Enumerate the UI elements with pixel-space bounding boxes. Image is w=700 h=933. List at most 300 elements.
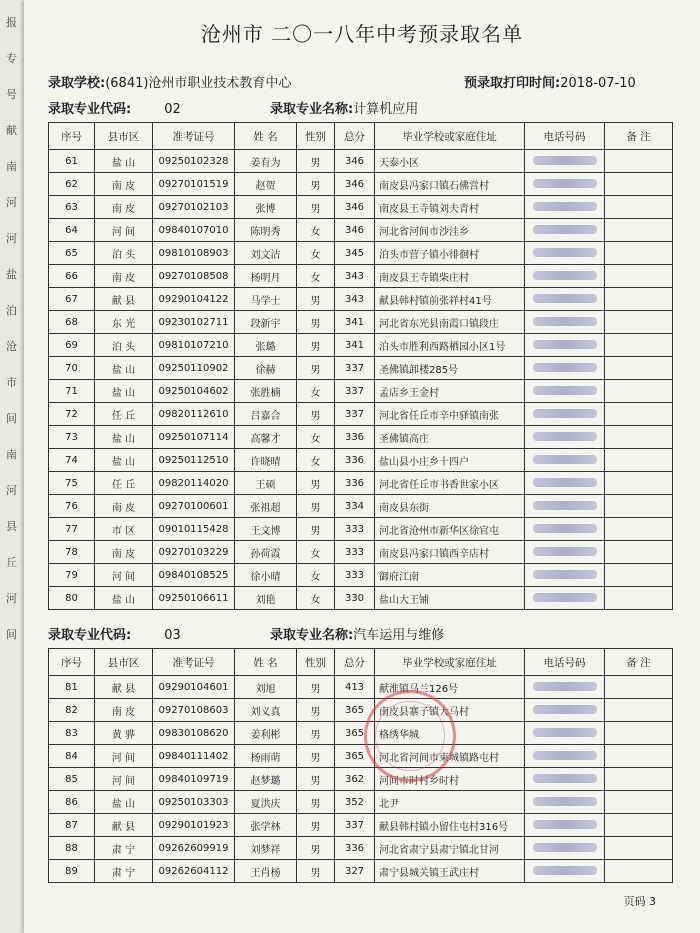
col-score: 413 bbox=[335, 676, 375, 699]
col-gender: 女 bbox=[297, 380, 335, 403]
redacted-phone bbox=[533, 797, 597, 806]
col-address: 河北省河间市沙洼乡 bbox=[375, 219, 525, 242]
col-remark bbox=[605, 564, 673, 587]
redacted-phone bbox=[533, 386, 597, 395]
table-row bbox=[49, 196, 673, 219]
col-index: 88 bbox=[49, 837, 95, 860]
col-phone-header: 电话号码 bbox=[525, 123, 605, 150]
col-name: 段新宇 bbox=[235, 311, 297, 334]
redacted-phone bbox=[533, 202, 597, 211]
col-exam-number: 09270102103 bbox=[153, 196, 235, 219]
col-score: 346 bbox=[335, 173, 375, 196]
section-name-value: 汽车运用与维修 bbox=[353, 628, 445, 643]
col-district: 献 县 bbox=[95, 814, 153, 837]
col-address: 河北省任丘市辛中驿镇南张 bbox=[375, 403, 525, 426]
col-phone bbox=[525, 288, 605, 311]
col-address: 格绣华城 bbox=[375, 722, 525, 745]
col-index: 84 bbox=[49, 745, 95, 768]
col-remark bbox=[605, 219, 673, 242]
col-exam-number: 09830108620 bbox=[153, 722, 235, 745]
col-remark bbox=[605, 173, 673, 196]
col-remark bbox=[605, 380, 673, 403]
school-label: 录取学校: bbox=[48, 76, 106, 91]
underpage-fragment: 沧 bbox=[6, 340, 17, 353]
col-exam-number: 09810107210 bbox=[153, 334, 235, 357]
col-address-header: 毕业学校或家庭住址 bbox=[375, 649, 525, 676]
col-score: 327 bbox=[335, 860, 375, 883]
table-row bbox=[49, 334, 673, 357]
redacted-phone bbox=[533, 774, 597, 783]
col-district: 盐 山 bbox=[95, 150, 153, 173]
col-address: 南皮县冯家口镇西辛店村 bbox=[375, 541, 525, 564]
col-gender: 女 bbox=[297, 449, 335, 472]
col-district: 南 皮 bbox=[95, 196, 153, 219]
col-exam-number: 09270101519 bbox=[153, 173, 235, 196]
page-number: 页码 3 bbox=[623, 895, 656, 908]
col-district: 南 皮 bbox=[95, 173, 153, 196]
col-index: 72 bbox=[49, 403, 95, 426]
col-address: 献淮镇马兰126号 bbox=[375, 676, 525, 699]
col-phone bbox=[525, 791, 605, 814]
section-name-value: 计算机应用 bbox=[353, 102, 419, 117]
col-name: 刘旭 bbox=[235, 676, 297, 699]
redacted-phone bbox=[533, 271, 597, 280]
col-remark bbox=[605, 334, 673, 357]
redacted-phone bbox=[533, 340, 597, 349]
col-index: 70 bbox=[49, 357, 95, 380]
col-phone bbox=[525, 242, 605, 265]
col-index: 65 bbox=[49, 242, 95, 265]
col-exam-number: 09840109719 bbox=[153, 768, 235, 791]
col-exam-number: 09840111402 bbox=[153, 745, 235, 768]
col-phone bbox=[525, 380, 605, 403]
underpage-fragment: 报 bbox=[6, 16, 17, 29]
col-score: 352 bbox=[335, 791, 375, 814]
col-score: 336 bbox=[335, 449, 375, 472]
col-name: 赵梦璐 bbox=[235, 768, 297, 791]
col-address: 孟店乡王金村 bbox=[375, 380, 525, 403]
redacted-phone bbox=[533, 455, 597, 464]
col-exam-number: 09250110902 bbox=[153, 357, 235, 380]
underpage-fragment: 专 bbox=[6, 52, 17, 65]
col-name-header: 姓 名 bbox=[235, 649, 297, 676]
col-remark bbox=[605, 814, 673, 837]
table-row bbox=[49, 676, 673, 699]
col-gender: 女 bbox=[297, 564, 335, 587]
col-score: 337 bbox=[335, 357, 375, 380]
redacted-phone bbox=[533, 501, 597, 510]
col-address: 南皮县王寺镇刘夫青村 bbox=[375, 196, 525, 219]
col-exam-number: 09250102328 bbox=[153, 150, 235, 173]
col-address: 泊头市胜利西路栖园小区1号 bbox=[375, 334, 525, 357]
document-sheet bbox=[24, 0, 700, 933]
col-name: 王肖杨 bbox=[235, 860, 297, 883]
redacted-phone bbox=[533, 363, 597, 372]
underpage-fragment: 市 bbox=[6, 376, 17, 389]
underpage-fragment: 河 bbox=[6, 592, 17, 605]
table-row bbox=[49, 472, 673, 495]
col-remark bbox=[605, 196, 673, 219]
redacted-phone bbox=[533, 820, 597, 829]
col-district: 盐 山 bbox=[95, 791, 153, 814]
col-index: 75 bbox=[49, 472, 95, 495]
col-phone bbox=[525, 837, 605, 860]
col-name: 马学士 bbox=[235, 288, 297, 311]
col-gender: 男 bbox=[297, 403, 335, 426]
col-index: 83 bbox=[49, 722, 95, 745]
col-exam-number: 09290101923 bbox=[153, 814, 235, 837]
school-value: (6841)沧州市职业技术教育中心 bbox=[105, 76, 292, 91]
col-district: 泊 头 bbox=[95, 334, 153, 357]
col-remark bbox=[605, 357, 673, 380]
col-index: 68 bbox=[49, 311, 95, 334]
redacted-phone bbox=[533, 179, 597, 188]
col-gender: 女 bbox=[297, 426, 335, 449]
col-index-header: 序号 bbox=[49, 649, 95, 676]
col-gender: 男 bbox=[297, 311, 335, 334]
section-name-label: 录取专业名称: bbox=[270, 628, 354, 643]
col-exam-number-header: 准考证号 bbox=[153, 649, 235, 676]
section-code-label: 录取专业代码: bbox=[48, 628, 132, 643]
col-remark bbox=[605, 242, 673, 265]
col-address: 泊头市营子镇小徘徊村 bbox=[375, 242, 525, 265]
col-phone bbox=[525, 426, 605, 449]
redacted-phone bbox=[533, 156, 597, 165]
col-name: 张胜楠 bbox=[235, 380, 297, 403]
col-remark bbox=[605, 745, 673, 768]
col-gender: 男 bbox=[297, 814, 335, 837]
table-row bbox=[49, 860, 673, 883]
table-header-row bbox=[49, 649, 673, 676]
col-district: 河 间 bbox=[95, 768, 153, 791]
col-score: 334 bbox=[335, 495, 375, 518]
official-seal bbox=[364, 690, 456, 782]
col-name: 王文博 bbox=[235, 518, 297, 541]
col-gender: 男 bbox=[297, 173, 335, 196]
col-score: 345 bbox=[335, 242, 375, 265]
col-district: 任 丘 bbox=[95, 472, 153, 495]
col-remark bbox=[605, 722, 673, 745]
col-remark bbox=[605, 288, 673, 311]
col-exam-number: 09270108508 bbox=[153, 265, 235, 288]
col-remark-header: 备 注 bbox=[605, 123, 673, 150]
underpage-fragment: 河 bbox=[6, 484, 17, 497]
col-index: 85 bbox=[49, 768, 95, 791]
redacted-phone bbox=[533, 728, 597, 737]
table-row bbox=[49, 380, 673, 403]
col-exam-number: 09290104601 bbox=[153, 676, 235, 699]
col-gender: 男 bbox=[297, 472, 335, 495]
table-row bbox=[49, 265, 673, 288]
col-gender: 女 bbox=[297, 265, 335, 288]
col-phone bbox=[525, 676, 605, 699]
col-phone bbox=[525, 587, 605, 610]
col-phone bbox=[525, 495, 605, 518]
section-name-line bbox=[270, 98, 418, 117]
table-row bbox=[49, 449, 673, 472]
table-row bbox=[49, 288, 673, 311]
col-phone bbox=[525, 472, 605, 495]
col-exam-number: 09820114020 bbox=[153, 472, 235, 495]
col-phone bbox=[525, 449, 605, 472]
col-exam-number: 09290104122 bbox=[153, 288, 235, 311]
redacted-phone bbox=[533, 866, 597, 875]
table-row bbox=[49, 311, 673, 334]
redacted-phone bbox=[533, 843, 597, 852]
redacted-phone bbox=[533, 409, 597, 418]
col-score: 341 bbox=[335, 311, 375, 334]
col-district: 黄 骅 bbox=[95, 722, 153, 745]
col-remark bbox=[605, 472, 673, 495]
underpage-fragment: 间 bbox=[6, 412, 17, 425]
col-district: 盐 山 bbox=[95, 426, 153, 449]
section-code-value: 02 bbox=[164, 102, 181, 117]
col-district: 盐 山 bbox=[95, 449, 153, 472]
col-name: 吕嘉合 bbox=[235, 403, 297, 426]
redacted-phone bbox=[533, 524, 597, 533]
underpage-fragment: 河 bbox=[6, 196, 17, 209]
col-exam-number: 09250104602 bbox=[153, 380, 235, 403]
col-index: 67 bbox=[49, 288, 95, 311]
col-district: 南 皮 bbox=[95, 495, 153, 518]
table-row bbox=[49, 745, 673, 768]
col-gender: 男 bbox=[297, 196, 335, 219]
table-row bbox=[49, 791, 673, 814]
section-name-label: 录取专业名称: bbox=[270, 102, 354, 117]
section-code-line bbox=[48, 624, 181, 643]
col-score: 341 bbox=[335, 334, 375, 357]
col-remark bbox=[605, 518, 673, 541]
col-gender-header: 性别 bbox=[297, 649, 335, 676]
col-address: 圣佛镇卸楼285号 bbox=[375, 357, 525, 380]
col-index: 79 bbox=[49, 564, 95, 587]
table-row bbox=[49, 518, 673, 541]
col-score: 336 bbox=[335, 472, 375, 495]
col-address: 南皮县寨子镇大马村 bbox=[375, 699, 525, 722]
col-name: 杨雨萌 bbox=[235, 745, 297, 768]
col-score: 333 bbox=[335, 518, 375, 541]
table-row bbox=[49, 150, 673, 173]
col-address: 河北省沧州市新华区徐官屯 bbox=[375, 518, 525, 541]
col-phone bbox=[525, 150, 605, 173]
table-header-row bbox=[49, 123, 673, 150]
table-row bbox=[49, 403, 673, 426]
col-name: 赵贺 bbox=[235, 173, 297, 196]
col-score: 337 bbox=[335, 403, 375, 426]
col-phone bbox=[525, 518, 605, 541]
col-remark bbox=[605, 150, 673, 173]
col-gender: 男 bbox=[297, 288, 335, 311]
col-district: 市 区 bbox=[95, 518, 153, 541]
col-remark bbox=[605, 311, 673, 334]
col-phone-header: 电话号码 bbox=[525, 649, 605, 676]
section-code-line bbox=[48, 98, 181, 117]
col-gender: 男 bbox=[297, 768, 335, 791]
section-code-value: 03 bbox=[164, 628, 181, 643]
col-remark bbox=[605, 265, 673, 288]
col-name: 许晓晴 bbox=[235, 449, 297, 472]
col-remark-header: 备 注 bbox=[605, 649, 673, 676]
col-score: 346 bbox=[335, 196, 375, 219]
col-name: 张学林 bbox=[235, 814, 297, 837]
col-address: 河间市时村乡时村 bbox=[375, 768, 525, 791]
col-phone bbox=[525, 745, 605, 768]
col-score: 343 bbox=[335, 288, 375, 311]
underpage-fragment: 献 bbox=[6, 124, 17, 137]
col-name: 姜有为 bbox=[235, 150, 297, 173]
table-row bbox=[49, 173, 673, 196]
col-index-header: 序号 bbox=[49, 123, 95, 150]
col-gender: 男 bbox=[297, 676, 335, 699]
redacted-phone bbox=[533, 682, 597, 691]
col-remark bbox=[605, 587, 673, 610]
col-exam-number: 09270108603 bbox=[153, 699, 235, 722]
col-gender: 女 bbox=[297, 242, 335, 265]
col-exam-number: 09840107010 bbox=[153, 219, 235, 242]
col-score: 343 bbox=[335, 265, 375, 288]
table-row bbox=[49, 587, 673, 610]
col-name: 王硕 bbox=[235, 472, 297, 495]
col-phone bbox=[525, 219, 605, 242]
col-index: 69 bbox=[49, 334, 95, 357]
col-phone bbox=[525, 265, 605, 288]
redacted-phone bbox=[533, 432, 597, 441]
col-phone bbox=[525, 768, 605, 791]
col-gender: 男 bbox=[297, 837, 335, 860]
col-address: 圣佛镇高庄 bbox=[375, 426, 525, 449]
col-exam-number: 09810108903 bbox=[153, 242, 235, 265]
table-row bbox=[49, 357, 673, 380]
col-district-header: 县市区 bbox=[95, 649, 153, 676]
col-score: 337 bbox=[335, 380, 375, 403]
page-title: 沧州市 二〇一八年中考预录取名单 bbox=[200, 22, 524, 46]
col-district: 河 间 bbox=[95, 745, 153, 768]
col-district: 泊 头 bbox=[95, 242, 153, 265]
col-phone bbox=[525, 860, 605, 883]
col-score: 346 bbox=[335, 150, 375, 173]
col-score: 365 bbox=[335, 699, 375, 722]
col-name: 刘梦祥 bbox=[235, 837, 297, 860]
col-index: 82 bbox=[49, 699, 95, 722]
col-name: 夏洪庆 bbox=[235, 791, 297, 814]
col-index: 73 bbox=[49, 426, 95, 449]
school-line bbox=[48, 72, 291, 91]
col-remark bbox=[605, 449, 673, 472]
col-name: 刘文洁 bbox=[235, 242, 297, 265]
col-index: 61 bbox=[49, 150, 95, 173]
col-address: 天泰小区 bbox=[375, 150, 525, 173]
col-address: 盐山县小庄乡十四户 bbox=[375, 449, 525, 472]
col-gender: 男 bbox=[297, 150, 335, 173]
underpage-fragment: 河 bbox=[6, 232, 17, 245]
col-exam-number: 09250106611 bbox=[153, 587, 235, 610]
col-name: 刘义真 bbox=[235, 699, 297, 722]
underpage-fragment: 间 bbox=[6, 628, 17, 641]
col-index: 77 bbox=[49, 518, 95, 541]
col-exam-number: 09010115428 bbox=[153, 518, 235, 541]
col-remark bbox=[605, 699, 673, 722]
section-code-label: 录取专业代码: bbox=[48, 102, 132, 117]
col-remark bbox=[605, 837, 673, 860]
col-score: 336 bbox=[335, 837, 375, 860]
col-district: 肃 宁 bbox=[95, 860, 153, 883]
col-index: 86 bbox=[49, 791, 95, 814]
col-name: 徐小晴 bbox=[235, 564, 297, 587]
col-index: 87 bbox=[49, 814, 95, 837]
col-gender: 男 bbox=[297, 745, 335, 768]
col-exam-number: 09230102711 bbox=[153, 311, 235, 334]
col-phone bbox=[525, 814, 605, 837]
col-index: 80 bbox=[49, 587, 95, 610]
col-phone bbox=[525, 403, 605, 426]
col-score: 330 bbox=[335, 587, 375, 610]
col-address: 献县韩村镇小留住屯村316号 bbox=[375, 814, 525, 837]
col-address: 御府江南 bbox=[375, 564, 525, 587]
col-name: 张博 bbox=[235, 196, 297, 219]
underpage-fragment: 丘 bbox=[6, 556, 17, 569]
col-score: 336 bbox=[335, 426, 375, 449]
col-district: 南 皮 bbox=[95, 699, 153, 722]
table-row bbox=[49, 426, 673, 449]
col-exam-number: 09820112610 bbox=[153, 403, 235, 426]
underpage-fragment: 盐 bbox=[6, 268, 17, 281]
col-phone bbox=[525, 173, 605, 196]
col-address: 盐山大王铺 bbox=[375, 587, 525, 610]
col-gender: 女 bbox=[297, 587, 335, 610]
col-index: 81 bbox=[49, 676, 95, 699]
col-index: 76 bbox=[49, 495, 95, 518]
col-gender: 男 bbox=[297, 495, 335, 518]
col-name: 徐赫 bbox=[235, 357, 297, 380]
admission-table bbox=[48, 122, 673, 610]
col-name: 孙荷霞 bbox=[235, 541, 297, 564]
col-index: 62 bbox=[49, 173, 95, 196]
underpage-fragment: 南 bbox=[6, 448, 17, 461]
col-remark bbox=[605, 768, 673, 791]
col-exam-number: 09270100601 bbox=[153, 495, 235, 518]
table-row bbox=[49, 564, 673, 587]
col-gender: 男 bbox=[297, 791, 335, 814]
col-exam-number: 09250107114 bbox=[153, 426, 235, 449]
col-remark bbox=[605, 426, 673, 449]
col-address: 献县韩村镇前张祥村41号 bbox=[375, 288, 525, 311]
col-score: 333 bbox=[335, 564, 375, 587]
col-index: 89 bbox=[49, 860, 95, 883]
redacted-phone bbox=[533, 294, 597, 303]
col-score: 333 bbox=[335, 541, 375, 564]
table-row bbox=[49, 699, 673, 722]
col-index: 74 bbox=[49, 449, 95, 472]
col-score: 337 bbox=[335, 814, 375, 837]
col-address: 南皮县王寺镇柴庄村 bbox=[375, 265, 525, 288]
col-remark bbox=[605, 791, 673, 814]
col-district: 南 皮 bbox=[95, 265, 153, 288]
col-phone bbox=[525, 699, 605, 722]
table-row bbox=[49, 495, 673, 518]
col-phone bbox=[525, 564, 605, 587]
admission-table bbox=[48, 648, 673, 883]
col-phone bbox=[525, 541, 605, 564]
col-address: 南皮县冯家口镇石佛営村 bbox=[375, 173, 525, 196]
redacted-phone bbox=[533, 547, 597, 556]
table-row bbox=[49, 219, 673, 242]
table-row bbox=[49, 541, 673, 564]
col-district: 东 光 bbox=[95, 311, 153, 334]
print-time-value: 2018-07-10 bbox=[560, 76, 636, 91]
col-score: 365 bbox=[335, 722, 375, 745]
col-district: 南 皮 bbox=[95, 541, 153, 564]
col-name-header: 姓 名 bbox=[235, 123, 297, 150]
